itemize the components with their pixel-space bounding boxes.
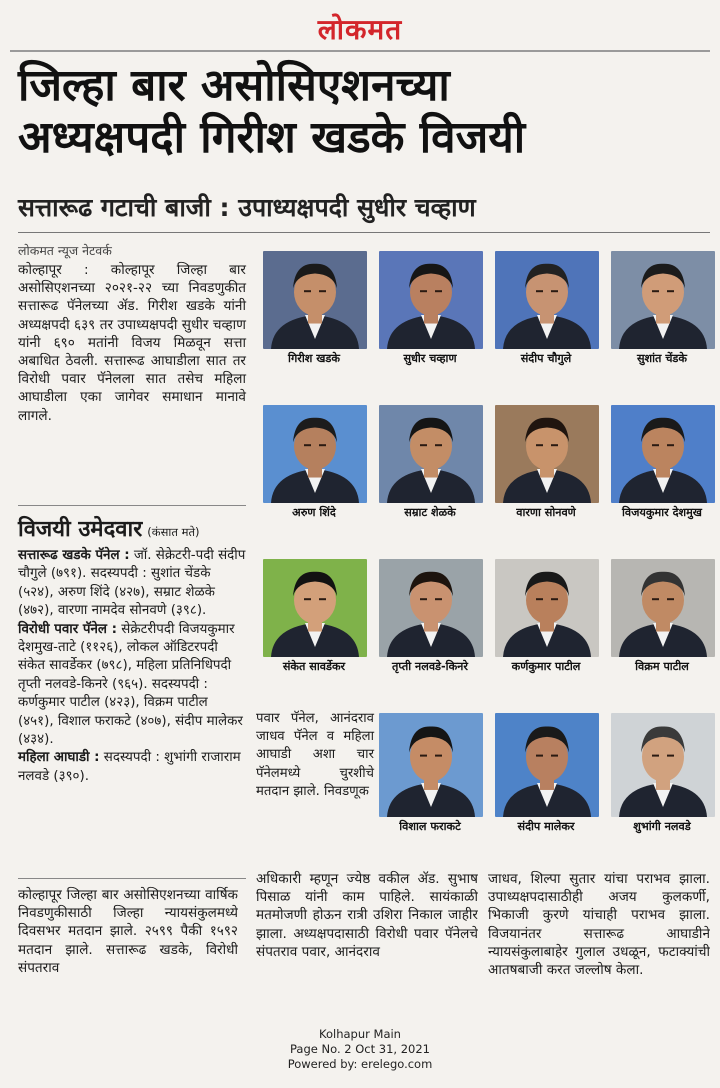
candidate-name-caption: संकेत सावर्डेकर	[282, 660, 346, 673]
winners-opposition-text: सेक्रेटरीपदी विजयकुमार देशमुख-ताटे (११२६), लोकल ऑडिटरपदी संकेत सावर्डेकर (७९८), महिला प्रतिनिधिपदी तृप्ती नलवडे-किनरे (९६५). सदस्यपदी : कर्णकुमार पाटील (४२३), विक्रम पाटील (४५१), विशाल फराकटे (४०७), संदीप मालेकर (४३४).	[18, 621, 243, 748]
winners-women-label: महिला आघाडी :	[18, 750, 100, 766]
candidate-photo	[263, 251, 367, 349]
winners-list	[18, 547, 246, 786]
candidate-photo	[495, 251, 599, 349]
candidate-photo	[379, 405, 483, 503]
candidate-photo	[611, 713, 715, 817]
headline-line-2: अध्यक्षपदी गिरीश खडके विजयी	[18, 112, 526, 163]
winners-heading-note: (कंसात मते)	[147, 525, 200, 539]
candidate-name-caption: अरुण शिंदे	[292, 506, 336, 519]
winners-heading-title: विजयी उमेदवार	[18, 517, 143, 542]
subheadline-divider	[18, 232, 710, 233]
candidate-photo	[495, 559, 599, 657]
winners-heading	[18, 513, 246, 543]
winners-opposition-panel	[18, 621, 246, 750]
masthead-divider	[10, 50, 710, 52]
candidate-name-caption: संदीप मालेकर	[517, 820, 575, 833]
candidate-photo	[611, 405, 715, 503]
winners-ruling-text: जॉ. सेक्रेटरी-पदी संदीप चौगुले (७९१). सदस्यपदी : सुशांत चेंडके (५२४), अरुण शिंदे (४२७), सम्राट शेळके (४७२), वारणा नामदेव सोनवणे (३९८).	[18, 548, 246, 619]
candidate-name-caption: कर्णकुमार पाटील	[511, 660, 581, 673]
candidate-name-caption: विक्रम पाटील	[635, 660, 689, 673]
winners-opposition-label: विरोधी पवार पॅनेल :	[18, 621, 118, 637]
candidate-name-caption: गिरीश खडके	[288, 352, 340, 365]
body-wrap-text: पवार पॅनेल, आनंदराव जाधव पॅनेल व महिला आघाडी अशा चार पॅनेलमध्ये चुरशीचे मतदान झाले. निवडणूक	[256, 711, 374, 799]
headline-line-1: जिल्हा बार असोसिएशनच्या	[18, 60, 450, 111]
page-footer	[0, 1027, 720, 1072]
candidate-name-caption: सम्राट शेळके	[404, 506, 456, 519]
body-column-3: जाधव, शिल्पा सुतार यांचा पराभव झाला. उपाध्यक्षपदासाठीही अजय कुलकर्णी, भिकाजी कुरणे यांचाही पराभव झाला. विजयानंतर सत्तारूढ आघाडीने न्यायसंकुलाबाहेर गुलाल उधळून, फटाक्यांची आतषबाजी करत जल्लोष केला.	[488, 871, 710, 979]
winners-women-text: सदस्यपदी : शुभांगी राजाराम नलवडे (३९०).	[18, 750, 241, 784]
winners-ruling-label: सत्तारूढ खडके पॅनेल :	[18, 548, 130, 563]
byline: लोकमत न्यूज नेटवर्क	[18, 243, 112, 258]
footer-powered-by: Powered by: erelego.com	[287, 1057, 433, 1071]
candidate-photo	[263, 559, 367, 657]
headline	[18, 60, 708, 164]
candidate-name-caption: वारणा सोनवणे	[516, 506, 576, 519]
subheadline: सत्तारूढ गटाची बाजी : उपाध्यक्षपदी सुधीर चव्हाण	[18, 193, 476, 222]
candidate-photo	[495, 713, 599, 817]
candidate-photo	[611, 251, 715, 349]
body-divider	[18, 878, 246, 879]
candidate-name-caption: विशाल फराकटे	[399, 820, 461, 833]
candidate-photo	[379, 559, 483, 657]
candidate-name-caption: सुधीर चव्हाण	[403, 352, 457, 365]
candidate-name-caption: सुशांत चेंडके	[636, 352, 688, 365]
lead-paragraph: कोल्हापूर : कोल्हापूर जिल्हा बार असोसिएशनच्या २०२१-२२ च्या निवडणुकीत सत्तारूढ पॅनेलच्या ॲड. गिरीश खडके यांनी अध्यक्षपदी ६३९ तर उपाध्यक्षपदी सुधीर चव्हाण यांनी ६९० मतांनी विजय मिळवून सत्ता अबाधित ठेवली. सत्तारूढ आघाडीला सात तर विरोधी पवार पॅनेलला सात तसेच महिला आघाडीला एका जागेवर समाधान मानावे लागले.	[18, 262, 246, 424]
newspaper-masthead	[0, 0, 720, 48]
candidate-photo	[495, 405, 599, 503]
candidate-name-caption: संदीप चौगुले	[520, 352, 572, 365]
candidate-name-caption: तृप्ती नलवडे-किनरे	[392, 660, 468, 673]
footer-page-date: Page No. 2 Oct 31, 2021	[290, 1042, 430, 1056]
body-column-1: कोल्हापूर जिल्हा बार असोसिएशनच्या वार्षिक निवडणुकीसाठी जिल्हा न्यायसंकुलमध्ये दिवसभर मतदान झाले. २५९९ पैकी १५९२ मतदान झाले. सत्तारूढ खडके, विरोधी संपतराव	[18, 887, 238, 976]
candidate-photo	[379, 251, 483, 349]
candidate-name-caption: विजयकुमार देशमुख	[622, 506, 702, 519]
candidate-photo	[263, 405, 367, 503]
candidate-photo	[379, 713, 483, 817]
masthead-logo: लोकमत	[317, 13, 403, 46]
candidate-photo	[611, 559, 715, 657]
column-divider	[18, 505, 246, 506]
winners-women-alliance	[18, 749, 246, 786]
body-column-2: अधिकारी म्हणून ज्येष्ठ वकील ॲड. सुभाष पिसाळ यांनी काम पाहिले. सायंकाळी मतमोजणी होऊन रात्री उशिरा निकाल जाहीर झाला. अध्यक्षपदासाठी विरोधी पवार पॅनेलचे संपतराव पवार, आनंदराव	[256, 871, 478, 960]
candidate-name-caption: शुभांगी नलवडे	[633, 820, 691, 833]
footer-edition: Kolhapur Main	[319, 1027, 401, 1041]
winners-ruling-panel	[18, 547, 246, 621]
